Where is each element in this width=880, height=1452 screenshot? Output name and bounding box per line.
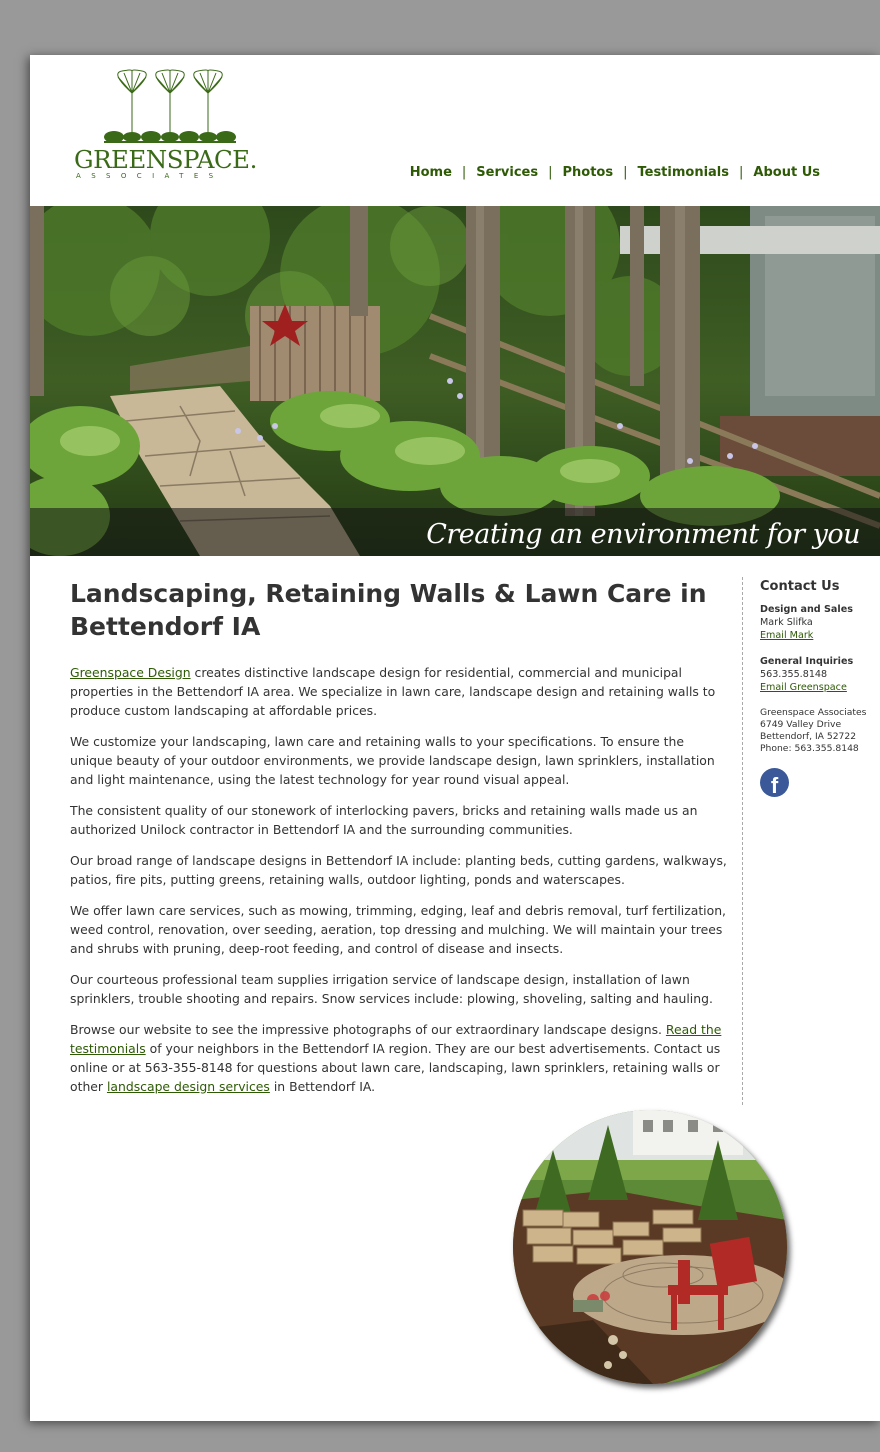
nav-photos[interactable]: Photos xyxy=(562,165,614,180)
nav-about-us[interactable]: About Us xyxy=(753,165,820,180)
main-nav xyxy=(410,165,820,180)
hero-banner xyxy=(30,206,880,556)
patio-photo-image xyxy=(513,1110,787,1384)
address-phone: Phone: 563.355.8148 xyxy=(760,743,859,754)
address-block xyxy=(760,707,880,755)
nav-separator: | xyxy=(461,165,467,180)
paragraph-irrigation: Our courteous professional team supplies irrigation service of landscape design, installation of lawn sprinklers, trouble shooting and repairs. Snow services include: plowing, shoveling, salting and hauling. xyxy=(70,972,713,1006)
general-inquiries-label: General Inquiries xyxy=(760,656,854,667)
facebook-glyph: f xyxy=(770,773,779,797)
nav-testimonials[interactable]: Testimonials xyxy=(637,165,730,180)
patio-photo xyxy=(513,1110,787,1384)
nav-separator: | xyxy=(739,165,744,180)
testimonials-link[interactable]: Read the testimonials xyxy=(70,1022,722,1056)
address-street: 6749 Valley Drive xyxy=(760,719,842,730)
design-sales-label: Design and Sales xyxy=(760,604,853,615)
paragraph-browse xyxy=(70,1020,727,1096)
address-company: Greenspace Associates xyxy=(760,707,867,718)
logo[interactable] xyxy=(74,69,270,181)
nav-separator: | xyxy=(548,165,553,180)
paragraph-customize: We customize your landscaping, lawn care and retaining walls to your specifications. To ensure the unique beauty of your outdoor environments, we provide landscape design, lawn sprinklers, installation and light maintenance, using the latest technology for year round visual appeal. xyxy=(70,734,715,787)
browse-text-3: in Bettendorf IA. xyxy=(269,1079,376,1094)
paragraph-lawn-care: We offer lawn care services, such as mowing, trimming, edging, leaf and debris removal, turf fertilization, weed control, renovation, over seeding, aeration, top dressing and mulching. We will maintain your trees and shrubs with pruning, deep-root feeding, and control of disease and insects. xyxy=(70,903,726,956)
paragraph-designs: Our broad range of landscape designs in Bettendorf IA include: planting beds, cutting gardens, walkways, patios, fire pits, putting greens, retaining walls, outdoor lighting, ponds and waterscapes. xyxy=(70,853,727,887)
page-container xyxy=(30,55,880,1421)
page-title: Landscaping, Retaining Walls & Lawn Care in Bettendorf IA xyxy=(70,579,707,641)
greenspace-design-link[interactable]: Greenspace Design xyxy=(70,665,191,680)
browse-text-2: of your neighbors in the Bettendorf IA region. They are our best advertisements. Contact us online or at 563-355-8148 for questions about lawn care, landscaping, lawn sprinklers, retaining walls or other xyxy=(70,1041,721,1094)
design-services-link[interactable]: landscape design services xyxy=(106,1079,270,1094)
nav-home[interactable]: Home xyxy=(409,165,452,180)
logo-wordmark: GREENSPACE. xyxy=(74,145,257,174)
facebook-icon[interactable] xyxy=(760,768,789,797)
design-sales-name: Mark Slifka xyxy=(760,617,813,628)
contact-sidebar xyxy=(742,577,880,1105)
browse-text-1: Browse our website to see the impressive photographs of our extraordinary landscape designs. xyxy=(70,1022,666,1037)
paragraph-stonework: The consistent quality of our stonework of interlocking pavers, bricks and retaining walls made us an authorized Unilock contractor in Bettendorf IA and the surrounding communities. xyxy=(70,803,698,837)
intro-paragraph xyxy=(70,663,727,720)
garden-path-photo xyxy=(30,206,880,556)
nav-services[interactable]: Services xyxy=(476,165,539,180)
main-content xyxy=(70,577,727,1108)
nav-separator: | xyxy=(623,165,628,180)
intro-text: creates distinctive landscape design for residential, commercial and municipal properties in the Bettendorf IA area. We specialize in lawn care, landscape design and retaining walls to produce custom landscaping at affordable prices. xyxy=(70,665,716,718)
email-mark-link[interactable]: Email Mark xyxy=(760,630,814,641)
address-city: Bettendorf, IA 52722 xyxy=(760,731,857,742)
contact-heading: Contact Us xyxy=(760,579,840,594)
logo-subtitle: ASSOCIATES xyxy=(76,172,224,180)
tree-logo-icon xyxy=(74,69,270,147)
general-inquiries-block xyxy=(760,655,880,694)
design-sales-block xyxy=(760,603,880,642)
general-phone: 563.355.8148 xyxy=(760,669,828,680)
email-greenspace-link[interactable]: Email Greenspace xyxy=(760,682,847,693)
banner-tagline: Creating an environment for you xyxy=(426,519,860,550)
